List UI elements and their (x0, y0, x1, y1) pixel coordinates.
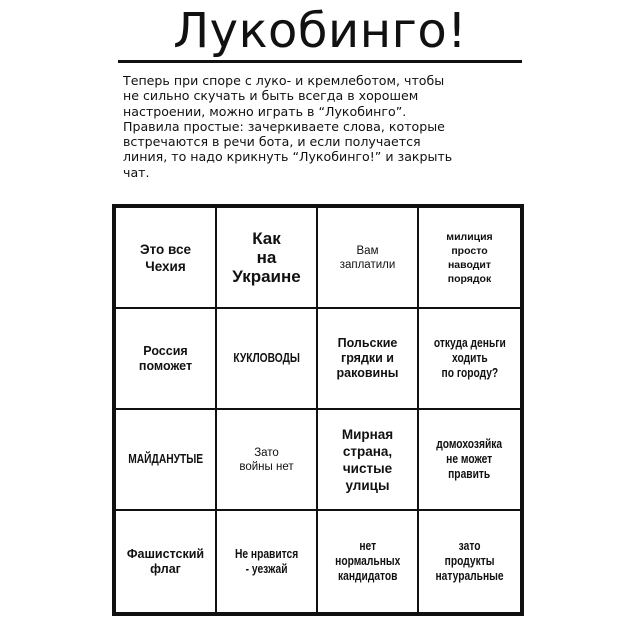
bingo-cell-text: милиция просто наводит порядок (446, 230, 493, 285)
rules-text (123, 73, 523, 180)
bingo-cell (318, 410, 419, 511)
rules-line: Теперь при споре с луко- и кремлеботом, чтобы (123, 73, 445, 88)
rules-line: встречаются в речи бота, и если получается (123, 134, 421, 150)
bingo-cell (116, 511, 217, 612)
rules-line: чат. (123, 164, 150, 180)
rules-line: линия, то надо крикнуть “Лукобинго!” и закрыть (123, 149, 453, 165)
bingo-cell (217, 511, 318, 612)
bingo-cell (116, 208, 217, 309)
bingo-cell-text: Россия поможет (138, 343, 193, 373)
bingo-cell-text: МАЙДАНУТЫЕ (128, 452, 203, 466)
bingo-cell-text: Вам заплатили (339, 244, 396, 271)
bingo-cell-text: Это все Чехия (139, 241, 191, 274)
bingo-cell-text: КУКЛОВОДЫ (233, 351, 300, 365)
bingo-cell (217, 309, 318, 410)
bingo-cell (217, 410, 318, 511)
bingo-cell-text: Не нравится - уезжай (234, 546, 299, 576)
bingo-cell (217, 208, 318, 309)
bingo-board (112, 204, 524, 616)
rules-line: настроении, можно играть в “Лукобинго”. (123, 103, 407, 119)
bingo-cell (419, 208, 520, 309)
bingo-cell-text: Как на Украине (232, 229, 301, 286)
bingo-cell (116, 410, 217, 511)
bingo-cell-text: Польские грядки и раковины (336, 336, 399, 380)
bingo-cell-text: Мирная страна, чистые улицы (341, 426, 394, 493)
bingo-cell-text: откуда деньги ходить по городу? (433, 336, 506, 380)
title-underline (118, 60, 522, 63)
page-title: Лукобинго! (173, 3, 467, 59)
bingo-cell-text: нет нормальных кандидатов (334, 539, 401, 583)
bingo-cell (318, 511, 419, 612)
bingo-cell-text: зато продукты натуральные (435, 539, 504, 583)
bingo-cell (318, 208, 419, 309)
bingo-cell (419, 511, 520, 612)
bingo-cell-text: Зато войны нет (239, 446, 294, 473)
bingo-cell (419, 309, 520, 410)
bingo-cell (419, 410, 520, 511)
bingo-cell (318, 309, 419, 410)
bingo-cell-text: Фашистский флаг (126, 546, 205, 576)
rules-line: Правила простые: зачеркиваете слова, которые (123, 118, 445, 134)
rules-line: не сильно скучать и быть всегда в хорошем (123, 88, 419, 104)
bingo-cell-text: домохозяйка не может править (436, 437, 503, 481)
bingo-cell (116, 309, 217, 410)
